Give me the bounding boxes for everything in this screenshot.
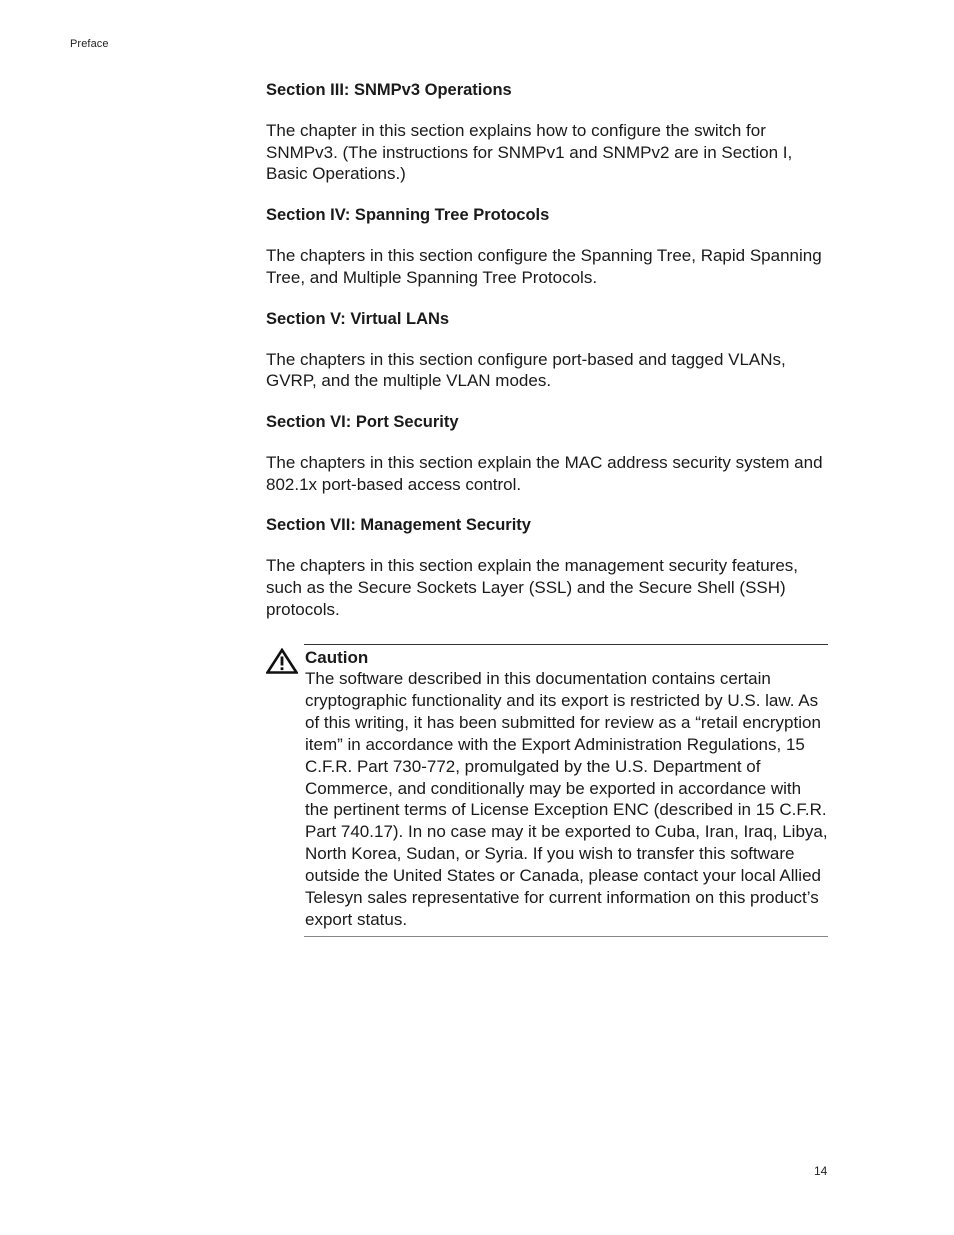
section-body: The chapters in this section configure the Spanning Tree, Rapid Spanning Tree, and Multiple Spanning Tree Protocols. — [266, 246, 822, 287]
section-body: The chapter in this section explains how to configure the switch for SNMPv3. (The instructions for SNMPv1 and SNMPv2 are in Section I, Basic Operations.) — [266, 121, 793, 184]
section-heading: Section III: SNMPv3 Operations — [266, 81, 512, 99]
caution-notice — [266, 644, 828, 937]
section-heading: Section IV: Spanning Tree Protocols — [266, 206, 550, 225]
warning-triangle-icon — [266, 648, 298, 674]
section-vi — [266, 411, 826, 495]
section-body: The chapters in this section explain the MAC address security system and 802.1x port-based access control. — [266, 452, 823, 494]
section-body: The chapters in this section explain the management security features, such as the Secure Sockets Layer (SSL) and the Secure Shell (SSH) protocols. — [266, 556, 799, 619]
caution-box — [304, 644, 828, 937]
section-iv — [266, 204, 826, 288]
section-iii — [266, 79, 826, 185]
section-body: The chapters in this section configure port-based and tagged VLANs, GVRP, and the multiple VLAN modes. — [266, 349, 786, 391]
section-heading: Section VII: Management Security — [266, 516, 531, 535]
section-vii — [266, 514, 826, 620]
section-heading: Section VI: Port Security — [266, 412, 459, 431]
page-number: 14 — [814, 1164, 828, 1178]
section-v — [266, 308, 826, 392]
main-content — [266, 79, 826, 639]
caution-text: The software described in this documentation contains certain cryptographic functionality and its export is restricted by U.S. law. As of this writing, it has been submitted for review as a “retail encryption item” in accordance with the Export Administration Regulations, 15 C.F.R. Part 730-772, promulgated by the U.S. Department of Commerce, and conditionally may be exported in accordance with the pertinent terms of License Exception ENC (described in 15 C.F.R. Part 740.17). In no case may it be exported to Cuba, Iran, Iraq, Libya, North Korea, Sudan, or Syria. If you wish to transfer this software outside the United States or Canada, please contact your local Allied Telesyn sales representative for current information on this product’s export status. — [305, 669, 828, 929]
caution-title: Caution — [305, 648, 369, 667]
running-header: Preface — [70, 38, 109, 50]
section-heading: Section V: Virtual LANs — [266, 309, 450, 328]
